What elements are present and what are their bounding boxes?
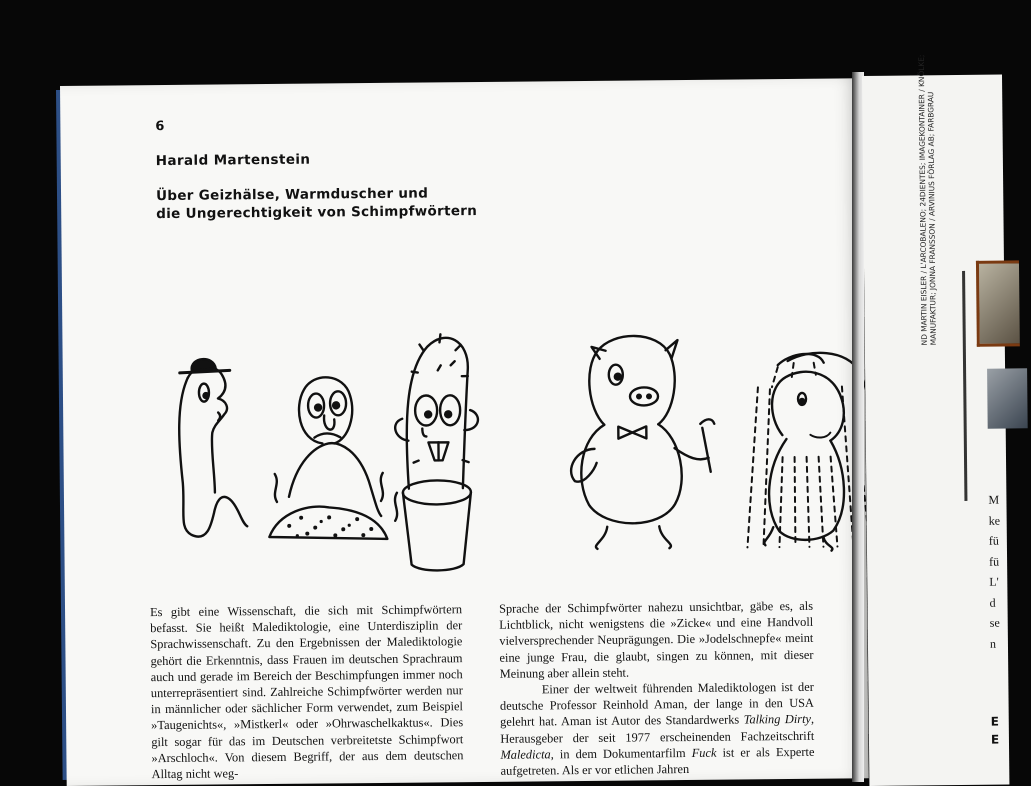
paragraph-text-e: , in dem Dokumentarfilm [550, 745, 692, 762]
body-paragraph-3 [500, 679, 815, 779]
right-page [862, 54, 1009, 786]
fragment: d [989, 595, 996, 610]
miser-figure [268, 377, 398, 540]
photo-credit [916, 25, 937, 345]
film-title: Fuck [691, 745, 717, 760]
page-number: 6 [155, 118, 165, 135]
author-name: Harald Martenstein [155, 151, 311, 170]
fragment: n [989, 636, 997, 651]
paragraph-text-g: ist er als Experte aufgetreten. Als er vor etlichen Jahren [500, 744, 815, 778]
body-column-1 [150, 601, 464, 782]
credit-line-1: ND MARTIN EISLER / L'ARCOBALENO; 24DIENTES; IMAGEKONTAINER / KNÖLKE; [916, 54, 929, 346]
body-column-2 [499, 598, 815, 779]
fragment: M [988, 492, 1000, 507]
cactus-figure [394, 334, 479, 571]
fragment: ke [988, 513, 1001, 528]
title-line-2: die Ungerechtigkeit von Schimpfwörtern [156, 203, 478, 223]
paragraph-text-c: , Herausgeber der seit 1977 erscheinenden Fachzeitschrift [500, 712, 815, 746]
right-page-photo [976, 260, 1020, 346]
right-page-text-fragments [988, 490, 1001, 654]
left-page [60, 78, 869, 786]
book-title: Talking Dirty [743, 712, 812, 727]
credit-line-2: MANUFAKTUR; JONNA FRANSSON / ARVINIUS FÖRLAG AB; FARBGRAU [926, 91, 938, 346]
fragment: fü [989, 554, 1000, 569]
paragraph-text-a: Einer der weltweit führenden Malediktologen ist der deutsche Professor Reinhold Aman, der lange in den USA gelehrt hat. Aman ist Autor des Standardwerks [499, 679, 815, 730]
right-page-bottom-fragments [991, 713, 1000, 749]
article-title [156, 184, 477, 223]
fragment: se [989, 615, 1000, 630]
fragment: E [990, 714, 1000, 729]
fragment: E [990, 732, 1000, 747]
cartoon-illustration [117, 306, 860, 581]
fragment: fü [988, 533, 999, 548]
right-page-photo-2 [987, 368, 1028, 428]
fragment: L' [989, 574, 999, 589]
worm-with-hat-figure [179, 359, 248, 537]
pig-figure [570, 335, 716, 549]
title-line-1: Über Geizhälse, Warmduscher und [155, 185, 429, 205]
body-paragraph-2: Sprache der Schimpfwörter nahezu unsichtbar, gäbe es, als Lichtblick, nicht wenigstens die »Zicke« und eine Handvoll vielversprechender Neuprägungen. Die »Jodelschnepfe« meint eine junge Frau, die glaubt, singen zu können, mit dieser Meinung aber allein steht. [498, 598, 814, 681]
body-paragraph-1: Es gibt eine Wissenschaft, die sich mit Schimpfwörtern befasst. Sie heißt Malediktologie, eine Unterdisziplin der Sprachwissenschaft. Zu den Ergebnissen der Malediktologie gehört die Erkenntnis, dass Frauen im deutschen Sprachraum auch und gerade im Bereich der Beschimpfungen immer noch unterrepräsentiert sind. Zahlreiche Schimpfwörter werden nur in männlicher oder sächlicher Form verwendet, zum Beispiel »Taugenichts«, »Mistkerl« oder »Ohrwaschelkaktus«. Dies gilt sogar für das im Deutschen verbreitetste Schimpfwort »Arschloch«. Von diesem Begriff, der aus dem deutschen Alltag nicht weg- [149, 602, 464, 782]
journal-title: Maledicta [500, 747, 551, 762]
